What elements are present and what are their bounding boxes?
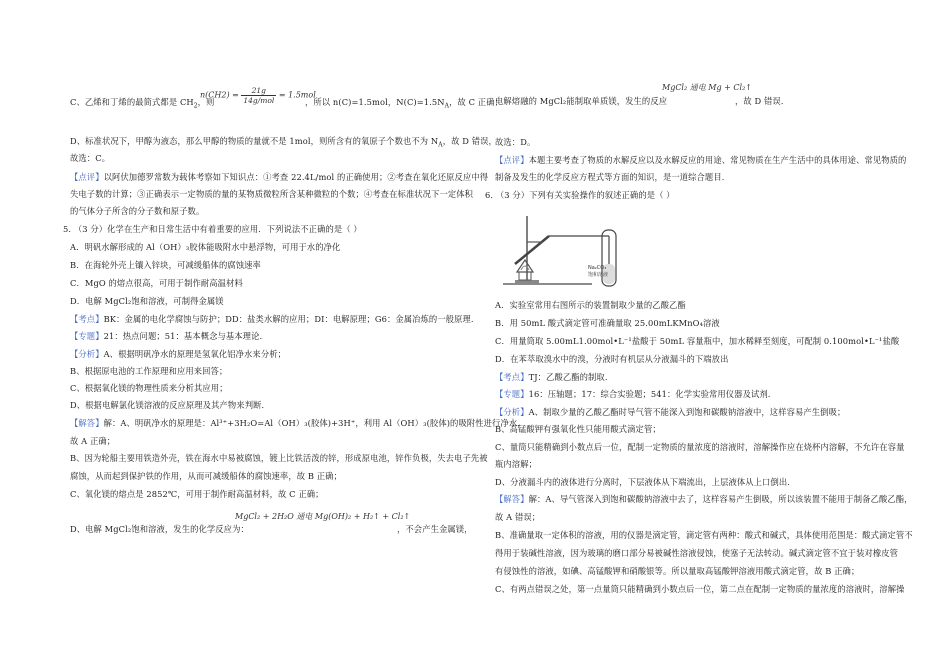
answer-d-line: D、标准状况下，甲醇为液态，那么甲醇的物质的量就不是 1mol，则所含有的氧原子个数也不为 $N_A$，故 D 错误，	[70, 136, 497, 149]
moles-formula: n(CH2) = $\frac{21g}{\text{14g/mol}}$ = 1.5mol	[200, 86, 316, 105]
comment-line: 的气体分子所含的分子数和原子数。	[70, 206, 205, 216]
jieda-line: B、因为轮船主要用铁造外壳，铁在海水中易被腐蚀，镀上比铁活泼的锌，形成原电池，锌作负极，失去电子先被	[70, 453, 488, 463]
molten-electrolysis-formula: MgCl₂ 通电 Mg + Cl₂↑	[662, 83, 752, 92]
electrolysis-formula: MgCl₂ + 2H₂O 通电 Mg(OH)₂ + H₂↑ + Cl₂↑	[235, 512, 411, 521]
kaodian-section: 【考点】TJ：乙酸乙酯的制取.	[495, 372, 608, 382]
apparatus-label-reagent: Na₂CO₃	[588, 265, 607, 271]
jieda-line: 故 A 正确；	[70, 436, 116, 446]
fenxi-section: 【分析】A、根据明矾净水的原理是氢氧化铝净水来分析；	[70, 349, 287, 359]
jieda-section: 【解答】解：A、导气管深入到饱和碳酸钠溶液中去了，这样容易产生倒吸，所以该装置不能用于制备乙酸乙酯，	[495, 494, 913, 504]
comment-line: 制备及发生的化学反应方程式等方面的知识，是一道综合题目．	[495, 172, 731, 182]
jieda-line: C、有两点错误之处，第一点量筒只能精确到小数点后一位，第二点在配制一定物质的量浓度的溶液时，溶解操	[495, 584, 905, 594]
question-6-option-c: C．用量筒取 5.00mL1.00mol•L⁻¹盐酸于 50mL 容量瓶中，加水稀释至刻度，可配制 0.100mol•L⁻¹盐酸	[495, 336, 900, 346]
jieda-section: 【解答】解：A、明矾净水的原理是：Al³⁺+3H₂O=Al（OH）₃(胶体)+3H⁺，利用 Al（OH）₃(胶体)的吸附性进行净水，	[70, 418, 526, 428]
answer-d-continued: 电解熔融的 MgCl₂能制取单质镁，发生的反应	[495, 96, 668, 106]
choice-result: 故选：D。	[495, 137, 536, 147]
answer-c-line-end: ，所以 n(C)=1.5mol，$N(C)=1.5N_A$，故 C 正确；	[305, 97, 504, 110]
question-5-stem: 5. （3 分）化学在生产和日常生活中有着重要的应用．下列说法不正确的是（ ）	[63, 224, 362, 234]
jieda-line-end: ，不会产生金属镁，	[397, 524, 473, 534]
fenxi-line: B、高锰酸钾有强氧化性只能用酸式滴定管；	[495, 424, 661, 434]
fenxi-line: D、分液漏斗内的液体进行分离时，下层液体从下端流出，上层液体从上口倒出．	[495, 477, 796, 487]
question-5-option-b: B．在海轮外壳上镶入锌块，可减缓船体的腐蚀速率	[70, 260, 261, 270]
question-5-option-c: C．MgO 的熔点很高，可用于制作耐高温材料	[70, 278, 243, 288]
question-5-option-d: D．电解 MgCl₂饱和溶液，可制得金属镁	[70, 296, 224, 306]
fenxi-line: 瓶内溶解；	[495, 459, 537, 469]
question-5-option-a: A．明矾水解形成的 Al（OH）₃胶体能吸附水中悬浮物，可用于水的净化	[70, 242, 341, 252]
apparatus-label-solution: 饱和溶液	[588, 272, 609, 278]
jieda-line: 腐蚀，从而起到保护铁的作用，从而可减缓船体的腐蚀速率，故 B 正确；	[70, 471, 342, 481]
jieda-line: 故 A 错误；	[495, 512, 541, 522]
comment-section: 【点评】以阿伏加德罗常数为载体考察如下知识点：①考查 22.4L/mol 的正确使用；②考查在氧化还原反应中得	[70, 172, 489, 182]
answer-c-line: C、乙烯和丁烯的最简式都是 $CH_2$，则	[70, 97, 215, 110]
fenxi-line: B、根据原电池的工作原理和应用来回答；	[70, 366, 228, 376]
zhuanti-section: 【专题】16：压轴题；17：综合实验题；541：化学实验常用仪器及试剂.	[495, 389, 771, 399]
comment-tag: 【点评】	[70, 172, 104, 182]
jieda-line: B、准确量取一定体积的溶液，用的仪器是滴定管，滴定管有两种：酸式和碱式，具体使用范围是：酸式滴定管不	[495, 530, 913, 540]
fenxi-line: C、量筒只能精确到小数点后一位，配制一定物质的量浓度的溶液时，溶解操作应在烧杯内溶解，不允许在容量	[495, 442, 905, 452]
fenxi-section: 【分析】A、制取少量的乙酸乙酯时导气管不能深入到饱和碳酸钠溶液中，这样容易产生倒吸；	[495, 407, 846, 417]
jieda-line: 有侵蚀性的溶液，如碘、高锰酸钾和硝酸银等。所以量取高锰酸钾溶液用酸式滴定管，故 B 正确；	[495, 566, 860, 576]
jieda-line: 得用于装碱性溶液，因为玻璃的磨口部分易被碱性溶液侵蚀，使塞子无法转动。碱式滴定管不宜于装对橡皮管	[495, 548, 899, 558]
question-6-option-b: B．用 50mL 酸式滴定管可准确量取 25.00mLKMnO₄溶液	[495, 318, 720, 328]
fenxi-line: D、根据电解氯化镁溶液的反应原理及其产物来判断．	[70, 400, 270, 410]
ester-apparatus-illustration	[497, 212, 647, 292]
choice-result: 故选：C。	[70, 153, 111, 163]
kaodian-section: 【考点】BK：金属的电化学腐蚀与防护；DD：盐类水解的应用；DI：电解原理；G6：金属冶炼的一般原理.	[70, 314, 474, 324]
jieda-line: C、氧化镁的熔点是 2852℃，可用于制作耐高温材料，故 C 正确；	[70, 489, 324, 499]
question-6-stem: 6. （3 分）下列有关实验操作的叙述正确的是（ ）	[485, 190, 675, 200]
comment-line: 失电子数的计算；③正确表示一定物质的量的某物质微粒所含某种微粒的个数；④考查在标准状况下一定体积	[70, 189, 474, 199]
question-6-option-a: A．实验室常用右图所示的装置制取少量的乙酸乙酯	[495, 300, 686, 310]
comment-section: 【点评】本题主要考查了物质的水解反应以及水解反应的用途、常见物质在生产生活中的具体用途、常见物质的	[495, 155, 907, 165]
answer-d-continued-end: ，故 D 错误．	[735, 96, 790, 106]
jieda-line: D、电解 MgCl₂饱和溶液，发生的化学反应为：	[70, 524, 249, 534]
question-6-option-d: D．在苯萃取溴水中的溴，分液时有机层从分液漏斗的下端放出	[495, 354, 729, 364]
fenxi-line: C、根据氧化镁的物理性质来分析其应用；	[70, 383, 228, 393]
zhuanti-section: 【专题】21：热点问题；51：基本概念与基本理论.	[70, 331, 263, 341]
